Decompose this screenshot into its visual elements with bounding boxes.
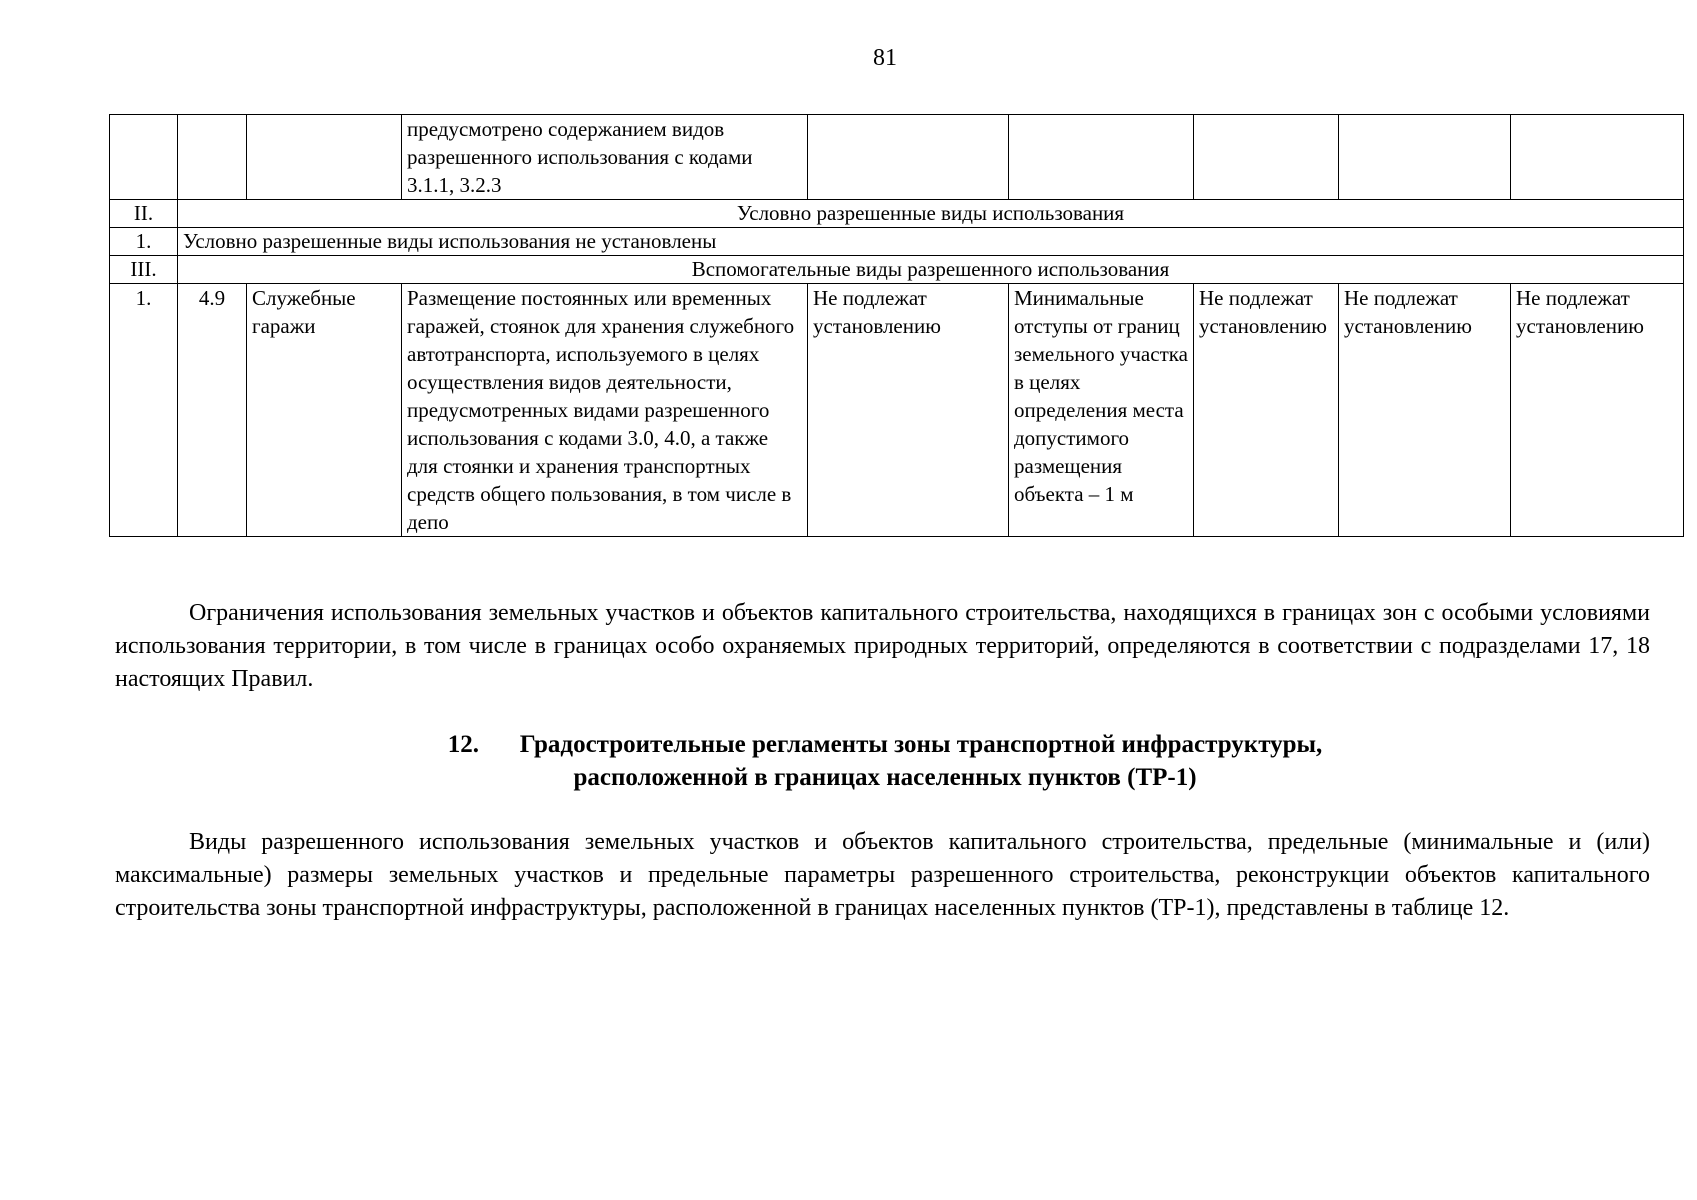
cell-param: Не подлежат установлению [1194,284,1339,537]
note-number: 1. [110,228,178,256]
section-heading [300,728,1470,794]
table-note-row [110,228,1684,256]
cell-name [247,115,402,200]
cell-param: Не подлежат установлению [808,284,1009,537]
section-title: Вспомогательные виды разрешенного использования [178,256,1684,284]
table-row [110,284,1684,537]
restrictions-paragraph: Ограничения использования земельных участков и объектов капитального строительства, находящихся в границах зон с особыми условиями использования территории, в том числе в границах особо охраняемых природных территорий, определяются в соответствии с подразделами 17, 18 настоящих Правил. [115,600,1650,692]
section-number: II. [110,200,178,228]
section-number: III. [110,256,178,284]
cell-param: Не подлежат установлению [1339,284,1511,537]
cell-param [1194,115,1339,200]
table-section-row [110,200,1684,228]
cell-param [1511,115,1684,200]
cell-description: Размещение постоянных или временных гаражей, стоянок для хранения служебного автотранспорта, используемого в целях осуществления видов деятельности, предусмотренных видами разрешенного использования с кодами 3.0, 4.0, а также для стоянки и хранения транспортных средств общего пользования, в том числе в депо [402,284,808,537]
cell-name: Служебные гаражи [247,284,402,537]
page-number: 81 [873,45,897,71]
cell-code [178,115,247,200]
section-heading-number: 12. [447,731,479,758]
cell-code: 4.9 [178,284,247,537]
table-section-row [110,256,1684,284]
cell-param [1339,115,1511,200]
section-heading-line-1 [300,728,1470,761]
cell-number: 1. [110,284,178,537]
note-text: Условно разрешенные виды использования не установлены [178,228,1684,256]
section-heading-title: Градостроительные регламенты зоны транспортной инфраструктуры, [519,731,1323,758]
section-title: Условно разрешенные виды использования [178,200,1684,228]
cell-param [1009,115,1194,200]
intro-paragraph: Виды разрешенного использования земельных участков и объектов капитального строительства, предельные (минимальные и (или) максимальные) размеры земельных участков и предельные параметры разрешенного строительства, реконструкции объектов капитального строительства зоны транспортной инфраструктуры, расположенной в границах населенных пунктов (ТР-1), представлены в таблице 12. [115,829,1650,921]
cell-param: Не подлежат установлению [1511,284,1684,537]
cell-number [110,115,178,200]
cell-description: предусмотрено содержанием видов разрешенного использования с кодами 3.1.1, 3.2.3 [402,115,808,200]
table-row-continuation [110,115,1684,200]
cell-param: Минимальные отступы от границ земельного участка в целях определения места допустимого размещения объекта – 1 м [1009,284,1194,537]
cell-param [808,115,1009,200]
regulations-table [109,114,1684,537]
section-heading-line-2: расположенной в границах населенных пунктов (ТР-1) [573,764,1197,791]
